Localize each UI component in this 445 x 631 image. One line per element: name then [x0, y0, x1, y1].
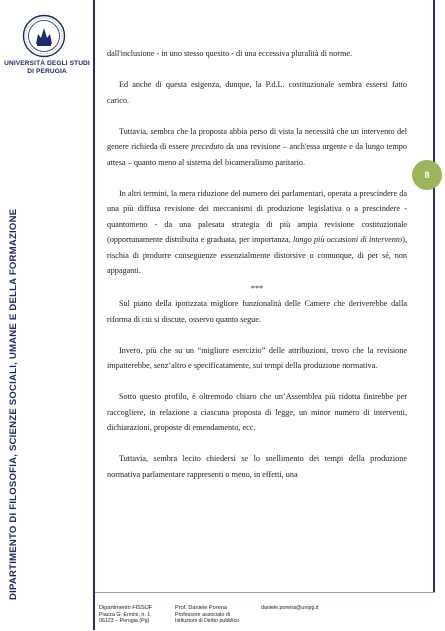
university-name	[4, 60, 90, 75]
right-margin-rule	[433, 0, 435, 630]
footer-city: 06123 – Perugia (Pg)	[99, 618, 150, 625]
paragraph-6: Invero, più che su un “migliore esercizio” delle attribuzioni, trovo che la revisione impatterebbe, senz’altro e specificatamente, sui tempi della produzione normativa.	[107, 345, 407, 370]
paragraph-5: Sul piano della ipotizzata migliore funzionalità delle Camere che deriverebbe dalla riforma di cui si discute, osservo quanto segue.	[107, 299, 407, 324]
university-name-line2: DI PERUGIA	[27, 67, 67, 75]
footer-author	[175, 605, 255, 625]
department-name-vertical: DIPARTIMENTO DI FILOSOFIA, SCIENZE SOCIALI, UMANE E DELLA FORMAZIONE	[8, 208, 19, 600]
paragraph-3-text-b: da una revisione – anch'essa urgente e da lungo tempo attesa – quanto meno al sistema del bicameralismo paritario.	[107, 142, 407, 167]
footer-department	[99, 605, 169, 625]
page-number-badge: 8	[412, 160, 442, 190]
footer-author-name: Prof. Daniele Porena	[175, 605, 227, 611]
paragraph-7: Sotto questo profilo, è oltremodo chiaro che un’Assemblea più ridotta finirebbe per raccogliere, in relazione a ciascuna proposta di legge, un minor numero di interventi, dichiarazioni, proposte di emendamento, ecc.	[107, 392, 407, 432]
paragraph-4-text-a: In altri termini, la mera riduzione del numero dei parlamentari, operata a prescindere da una più diffusa revisione dei meccanismi di produzione legislativa o a prescindere - quantomeno - da una palesata strategia di più ampia revisione costituzionale (opportunamente distribuita e graduata, per importanza,	[107, 188, 407, 244]
paragraph-3	[107, 124, 407, 171]
footer-address: Piazza G. Ermini, n. 1	[99, 611, 151, 618]
paragraph-2: Ed anche di questa esigenza, dunque, la P.d.L. costituzionale sembra essersi fatto carico.	[107, 80, 407, 105]
left-sidebar	[0, 0, 94, 630]
footer-author-subject: Istituzioni di Diritto pubblico	[175, 618, 240, 625]
paragraph-4	[107, 186, 407, 279]
paragraph-1: dall'inclusione - in uno stesso quesito - di una eccessiva pluralità di norme.	[107, 49, 352, 58]
footer-author-role: Professore associato di	[175, 611, 231, 618]
sidebar-divider	[93, 0, 95, 630]
paragraph-4-text-b: ), rischia di produrre conseguenze essenzialmente distorsive o comunque, di per sé, non appaganti.	[107, 235, 407, 275]
paragraph-3-text-a: Tuttavia, sembra che la proposta abbia perso di vista la necessità che un intervento del genere richieda di essere	[107, 126, 407, 151]
footer-contact	[261, 605, 381, 612]
footer-email-link[interactable]: daniele.porena@unipg.it	[261, 605, 319, 611]
paragraph-8: Tuttavia, sembra lecito chiedersi se lo snellimento dei tempi della produzione normativa parlamentare rappresenti o meno, in effetti, una	[107, 454, 407, 479]
section-separator: ***	[250, 283, 264, 293]
university-name-line1: UNIVERSITÀ DEGLI STUDI	[4, 60, 90, 67]
page-footer	[95, 592, 435, 631]
footer-department-name: Dipartimento FISSUF	[99, 605, 153, 611]
paragraph-4-emphasis: lungo più occasioni di intervento	[293, 235, 403, 244]
paragraph-3-emphasis: preceduto	[191, 142, 224, 151]
university-seal-icon	[22, 14, 66, 58]
document-body	[107, 46, 407, 498]
